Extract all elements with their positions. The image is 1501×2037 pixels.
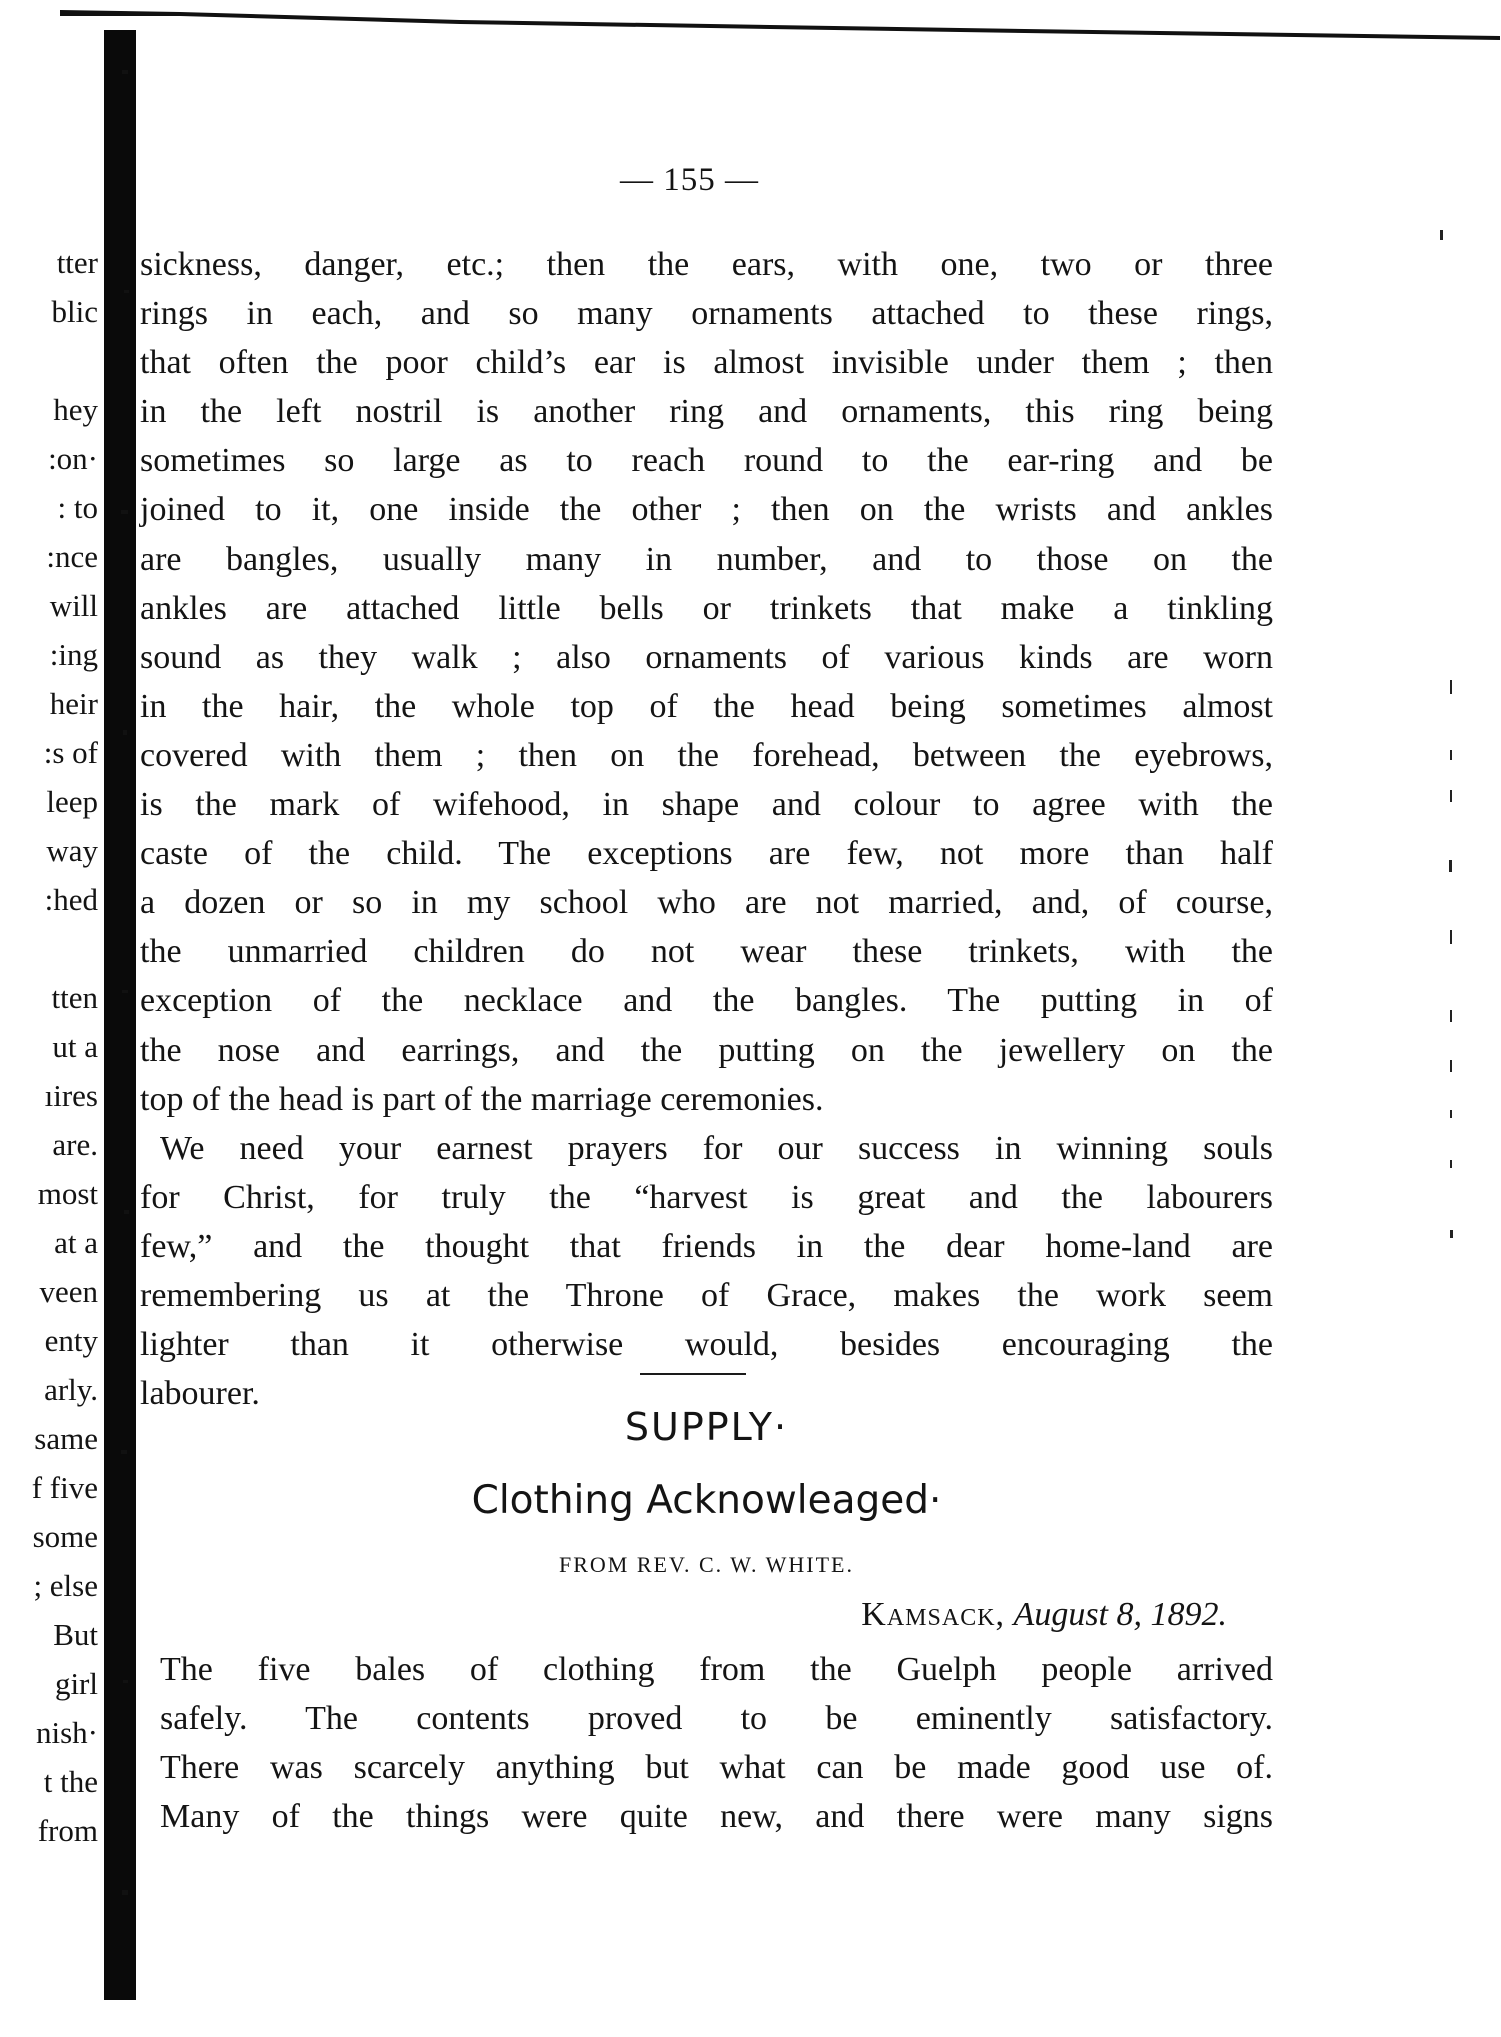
body-line: the unmarried children do not wear these trinkets, with the xyxy=(140,933,1273,971)
margin-fragment: veen xyxy=(39,1274,98,1309)
body-line: sickness, danger, etc.; then the ears, with one, two or three xyxy=(140,246,1273,283)
dateline-place: Kamsack, xyxy=(861,1596,1006,1633)
margin-fragment: :on· xyxy=(48,441,98,476)
margin-fragment: nish· xyxy=(36,1715,98,1750)
margin-fragment: will xyxy=(49,588,98,623)
from-line: FROM REV. C. W. WHITE. xyxy=(558,1552,854,1577)
margin-fragment: ut a xyxy=(52,1029,98,1064)
body-line: the nose and earrings, and the putting on the jewellery on the xyxy=(140,1031,1273,1069)
body-line: for Christ, for truly the “harvest is great and the labourers xyxy=(140,1178,1273,1216)
body-line: joined to it, one inside the other ; then on the wrists and ankles xyxy=(140,491,1273,529)
binding-speckle xyxy=(120,30,142,1990)
body-line: sometimes so large as to reach round to the ear-ring and be xyxy=(140,442,1273,480)
margin-fragment: some xyxy=(32,1519,98,1554)
body-line: remembering us at the Throne of Grace, makes the work seem xyxy=(140,1276,1273,1314)
body-line: lighter than it otherwise would, besides encouraging the xyxy=(140,1326,1273,1364)
margin-fragment: :s of xyxy=(43,735,98,770)
letter-line: The five bales of clothing from the Guelph people arrived xyxy=(160,1651,1273,1688)
margin-fragment: hey xyxy=(53,392,98,427)
margin-fragment: from xyxy=(37,1813,98,1848)
margin-fragment: arly. xyxy=(44,1372,98,1407)
margin-fragment xyxy=(0,924,98,973)
margin-fragment: leep xyxy=(46,784,98,819)
body-line: covered with them ; then on the forehead, between the eyebrows, xyxy=(140,736,1273,774)
letter-text xyxy=(140,1645,1273,1841)
body-line: caste of the child. The exceptions are few, not more than half xyxy=(140,835,1273,873)
page-number: — 155 — xyxy=(620,162,759,198)
scan-top-edge xyxy=(60,6,1500,40)
margin-fragment: are. xyxy=(52,1127,98,1162)
body-line: that often the poor child’s ear is almost invisible under them ; then xyxy=(140,344,1273,382)
margin-fragment: at a xyxy=(54,1225,98,1260)
margin-fragment: :nce xyxy=(46,539,98,574)
margin-fragment: f five xyxy=(31,1470,98,1505)
margin-fragment: most xyxy=(37,1176,98,1211)
margin-fragment: tter xyxy=(56,245,98,280)
body-line: top of the head is part of the marriage ceremonies. xyxy=(140,1080,824,1118)
body-line: labourer. xyxy=(140,1375,260,1413)
margin-fragment xyxy=(0,336,98,385)
body-text xyxy=(140,240,1273,1418)
dateline-date: August 8, 1892. xyxy=(1013,1596,1227,1633)
body-line: are bangles, usually many in number, and to those on the xyxy=(140,540,1273,578)
margin-fragment: heir xyxy=(49,686,98,721)
right-margin-specks xyxy=(1440,230,1460,1380)
margin-fragment: :ing xyxy=(49,637,98,672)
margin-fragment: :hed xyxy=(44,882,98,917)
section-divider xyxy=(640,1373,746,1375)
body-line: few,” and the thought that friends in the dear home-land are xyxy=(140,1227,1273,1265)
body-line: in the hair, the whole top of the head being sometimes almost xyxy=(140,687,1273,725)
margin-fragment: tten xyxy=(51,980,98,1015)
margin-fragment: blic xyxy=(51,294,98,329)
margin-fragment: girl xyxy=(54,1666,98,1701)
margin-fragment: ; else xyxy=(33,1568,98,1603)
dateline xyxy=(861,1596,1227,1634)
body-line: exception of the necklace and the bangles. The putting in of xyxy=(140,982,1273,1020)
body-line: in the left nostril is another ring and ornaments, this ring being xyxy=(140,393,1273,431)
margin-fragment: t the xyxy=(43,1764,98,1799)
body-line: We need your earnest prayers for our success in winning souls xyxy=(160,1129,1273,1167)
body-line: is the mark of wifehood, in shape and colour to agree with the xyxy=(140,786,1273,824)
body-line: rings in each, and so many ornaments attached to these rings, xyxy=(140,295,1273,333)
margin-fragment: enty xyxy=(44,1323,98,1358)
section-title: SUPPLY· xyxy=(624,1405,789,1449)
body-line: a dozen or so in my school who are not married, and, of course, xyxy=(140,884,1273,922)
body-line: ankles are attached little bells or trinkets that make a tinkling xyxy=(140,589,1273,627)
margin-fragment: But xyxy=(53,1617,98,1652)
letter-line: There was scarcely anything but what can be made good use of. xyxy=(160,1749,1273,1786)
left-margin-fragments xyxy=(0,238,98,1855)
body-line: sound as they walk ; also ornaments of various kinds are worn xyxy=(140,638,1273,676)
margin-fragment: way xyxy=(46,833,98,868)
letter-line: Many of the things were quite new, and there were many signs xyxy=(160,1798,1273,1835)
margin-fragment: same xyxy=(34,1421,98,1456)
section-subtitle: Clothing Acknowleaged· xyxy=(471,1478,942,1523)
margin-fragment: : to xyxy=(57,490,98,525)
letter-line: safely. The contents proved to be eminently satisfactory. xyxy=(160,1700,1273,1737)
margin-fragment: ıires xyxy=(44,1078,98,1113)
